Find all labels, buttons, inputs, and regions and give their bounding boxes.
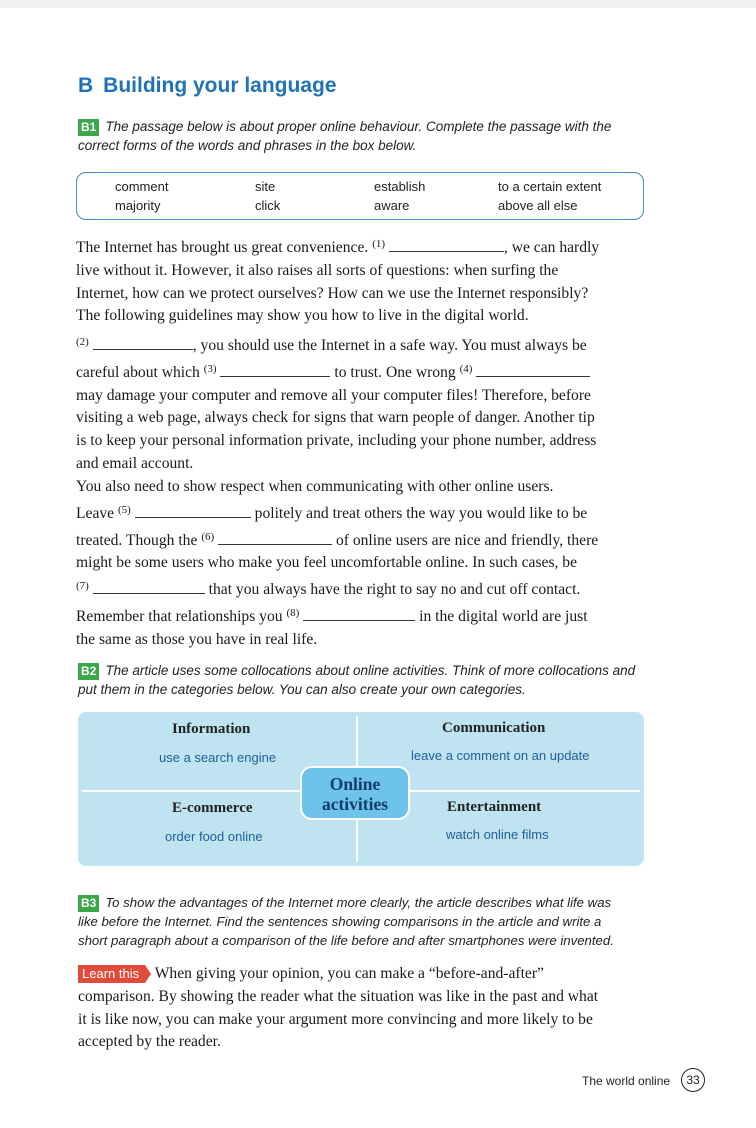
word-item: establish: [374, 179, 426, 194]
center-label-line-2: activities: [321, 794, 389, 814]
b3-instruction: [78, 893, 614, 950]
passage-text: treated. Though the: [76, 531, 198, 549]
word-item: majority: [115, 198, 161, 213]
b1-instruction-line-2: correct forms of the words and phrases in the box below.: [78, 138, 417, 153]
blank-number: (3): [203, 362, 217, 375]
passage-text: careful about which: [76, 363, 200, 381]
passage-line: You also need to show respect when communicating with other online users.: [76, 478, 554, 495]
blank-8[interactable]: [303, 608, 415, 621]
category-communication-example: leave a comment on an update: [411, 748, 590, 763]
blank-1[interactable]: [389, 239, 504, 252]
passage-paragraph-3: [76, 476, 646, 652]
passage-text: Remember that relationships you: [76, 607, 283, 625]
b3-instruction-line-1: To show the advantages of the Internet more clearly, the article describes what life was: [105, 895, 612, 910]
top-band: [0, 0, 756, 8]
section-letter: B: [78, 74, 94, 97]
passage-text: of online users are nice and friendly, there: [335, 531, 599, 549]
passage-line: is to keep your personal information private, including your phone number, address: [76, 432, 597, 450]
online-activities-diagram: [78, 712, 644, 866]
page-number: 33: [681, 1068, 705, 1092]
category-information-example: use a search engine: [159, 750, 277, 765]
section-heading: [78, 74, 337, 98]
blank-3[interactable]: [220, 364, 330, 377]
learn-this-line-2: comparison. By showing the reader what the situation was like in the past and what: [78, 987, 599, 1005]
passage-text: in the digital world are just: [419, 607, 588, 625]
passage-line: might be some users who make you feel uncomfortable online. In such cases, be: [76, 554, 578, 572]
passage-text: that you always have the right to say no and cut off contact.: [208, 581, 581, 599]
word-box: [76, 172, 644, 220]
passage-line: live without it. However, it also raises all sorts of questions: when surfing the: [76, 261, 559, 279]
passage-text: Leave: [76, 504, 115, 522]
word-item: click: [255, 198, 281, 213]
category-ecommerce-example: order food online: [165, 829, 263, 844]
passage-line: may damage your computer and remove all your computer files! Therefore, before: [76, 386, 591, 404]
b2-instruction-line-1: The article uses some collocations about online activities. Think of more collocations and: [105, 663, 636, 678]
learn-this-line-1: When giving your opinion, you can make a “before-and-after”: [154, 965, 544, 982]
passage-line: and email account.: [76, 454, 194, 472]
b1-tag: B1: [78, 119, 99, 136]
blank-number: (1): [372, 238, 386, 250]
category-entertainment-heading: Entertainment: [447, 799, 542, 815]
passage-text: , you should use the Internet in a safe way. You must always be: [192, 337, 587, 354]
b3-instruction-line-3: short paragraph about a comparison of the life before and after smartphones were invented.: [78, 933, 614, 948]
learn-this-label: Learn this: [78, 965, 145, 983]
passage-text: , we can hardly: [503, 239, 600, 256]
category-entertainment-example: watch online films: [446, 827, 549, 842]
word-item: to a certain extent: [498, 179, 602, 194]
passage-line: Internet, how can we protect ourselves? How can we use the Internet responsibly?: [76, 284, 589, 302]
blank-4[interactable]: [476, 364, 590, 377]
blank-number: (4): [459, 362, 473, 375]
learn-this-box: [78, 963, 648, 1054]
word-item: site: [255, 179, 276, 194]
diagram-center-label: [300, 766, 410, 820]
b2-instruction-line-2: put them in the categories below. You can also create your own categories.: [78, 682, 526, 697]
blank-number: (6): [201, 530, 215, 543]
word-item: above all else: [498, 198, 578, 213]
passage-paragraph-1: [76, 233, 646, 328]
blank-number: (8): [286, 606, 300, 619]
b1-instruction: [78, 117, 611, 155]
center-label-line-1: Online: [329, 774, 381, 794]
category-information-heading: Information: [172, 721, 251, 737]
learn-this-line-3: it is like now, you can make your argument more convincing and more likely to be: [78, 1010, 593, 1028]
passage-text: The Internet has brought us great convenience.: [76, 239, 369, 256]
passage-line: The following guidelines may show you how to live in the digital world.: [76, 307, 529, 325]
passage-text: to trust. One wrong: [334, 363, 456, 381]
word-item: comment: [115, 179, 169, 194]
learn-this-line-4: accepted by the reader.: [78, 1033, 221, 1051]
passage-line: visiting a web page, always check for signs that warn people of danger. Another tip: [76, 409, 595, 427]
b3-instruction-line-2: like before the Internet. Find the sentences showing comparisons in the article and write a: [78, 914, 602, 929]
passage-line: the same as those you have in real life.: [76, 630, 318, 648]
chapter-name: The world online: [582, 1074, 671, 1088]
word-item: aware: [374, 198, 410, 213]
b1-instruction-line-1: The passage below is about proper online behaviour. Complete the passage with the: [105, 119, 612, 134]
blank-2[interactable]: [93, 337, 193, 350]
category-ecommerce-heading: E-commerce: [172, 800, 253, 816]
section-title: Building your language: [103, 74, 337, 97]
blank-7[interactable]: [93, 581, 205, 594]
b3-tag: B3: [78, 895, 99, 912]
b2-instruction: [78, 661, 635, 699]
blank-6[interactable]: [218, 532, 332, 545]
blank-5[interactable]: [135, 505, 251, 518]
passage-paragraph-2: [76, 331, 646, 476]
category-communication-heading: Communication: [442, 720, 546, 736]
blank-number: (2): [76, 336, 89, 348]
blank-number: (5): [118, 503, 131, 516]
passage-text: politely and treat others the way you would like to be: [254, 504, 588, 522]
blank-number: (7): [76, 580, 89, 593]
b2-tag: B2: [78, 663, 99, 680]
